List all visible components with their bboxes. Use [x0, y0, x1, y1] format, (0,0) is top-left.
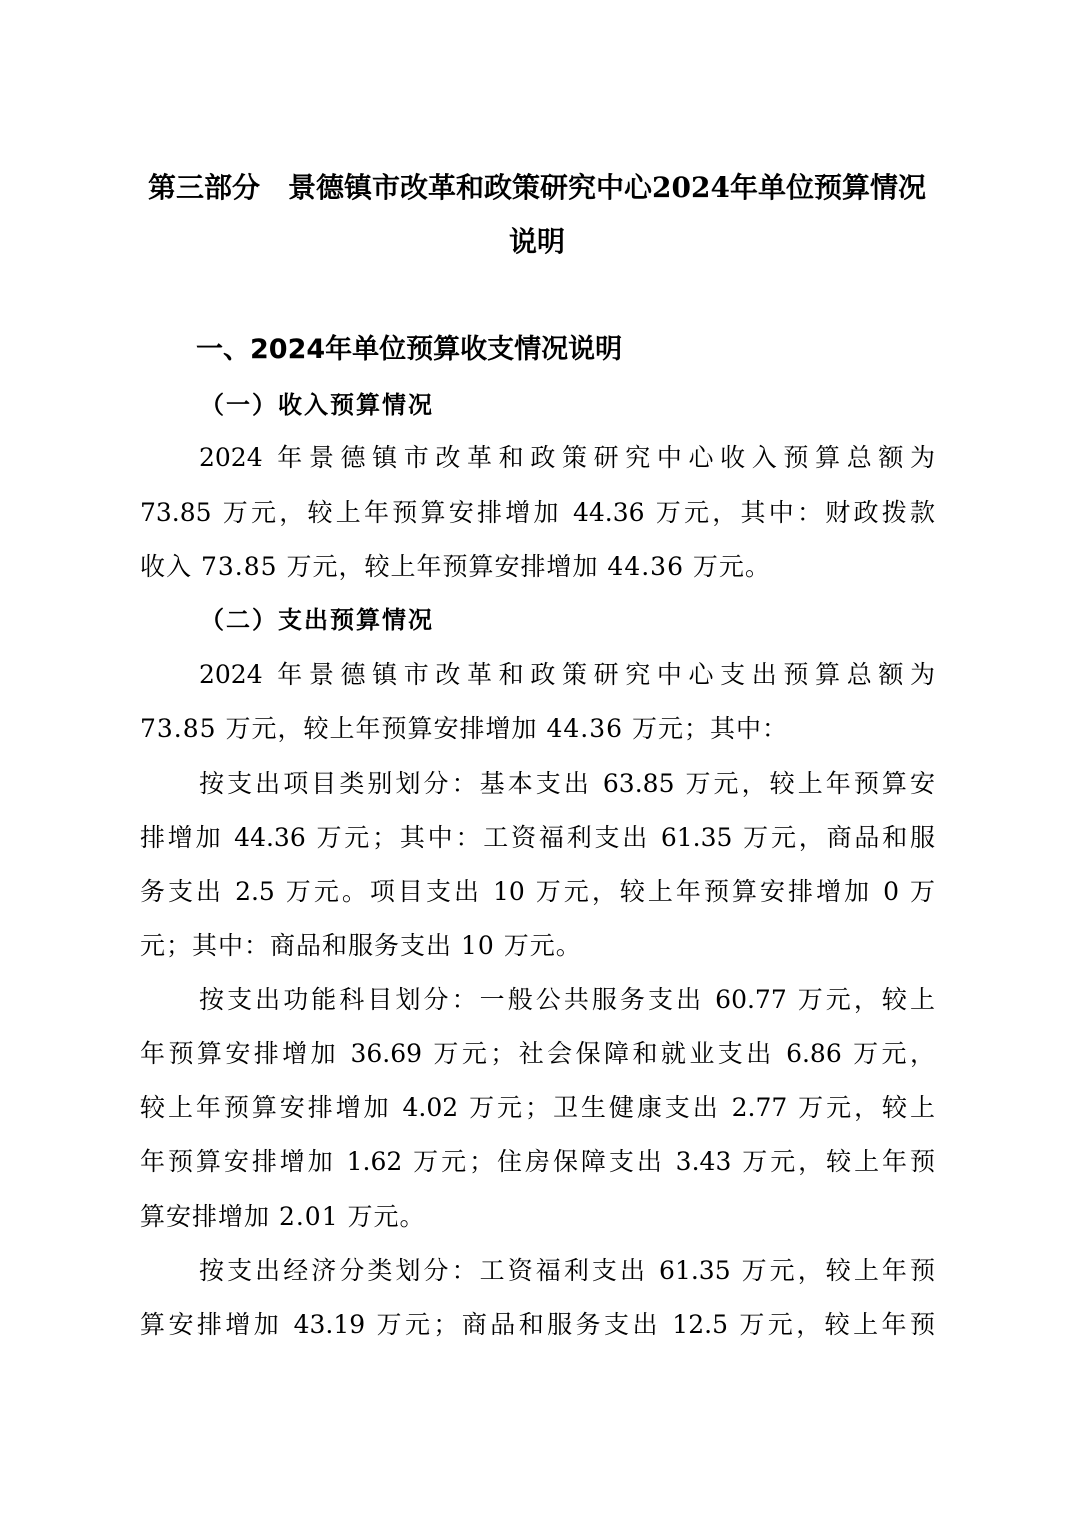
by-function-paragraph-line-5: 算安排增加 2.01 万元。 [140, 1202, 426, 1231]
expense-paragraph-line-1: 2024 年景德镇市改革和政策研究中心支出预算总额为 [199, 660, 935, 689]
by-function-paragraph-line-1: 按支出功能科目划分：一般公共服务支出 60.77 万元，较上 [199, 985, 935, 1014]
section-heading-budget-overview: 一、2024年单位预算收支情况说明 [196, 334, 623, 365]
income-paragraph-line-1: 2024 年景德镇市改革和政策研究中心收入预算总额为 [199, 443, 935, 472]
by-item-paragraph-line-3: 务支出 2.5 万元。项目支出 10 万元，较上年预算安排增加 0 万 [140, 877, 935, 906]
subheading-income-budget: （一）收入预算情况 [200, 390, 434, 419]
by-function-paragraph-line-4: 年预算安排增加 1.62 万元；住房保障支出 3.43 万元，较上年预 [140, 1147, 935, 1176]
by-economic-paragraph-line-2: 算安排增加 43.19 万元；商品和服务支出 12.5 万元，较上年预 [140, 1310, 935, 1339]
by-economic-paragraph-line-1: 按支出经济分类划分：工资福利支出 61.35 万元，较上年预 [199, 1256, 935, 1285]
subheading-expense-budget: （二）支出预算情况 [200, 605, 434, 634]
by-item-paragraph-line-1: 按支出项目类别划分：基本支出 63.85 万元，较上年预算安 [199, 769, 935, 798]
by-item-paragraph-line-2: 排增加 44.36 万元；其中：工资福利支出 61.35 万元，商品和服 [140, 823, 935, 852]
by-item-paragraph-line-4: 元；其中：商品和服务支出 10 万元。 [140, 931, 582, 960]
expense-paragraph-line-2: 73.85 万元，较上年预算安排增加 44.36 万元；其中： [140, 714, 788, 743]
income-paragraph-line-3: 收入 73.85 万元，较上年预算安排增加 44.36 万元。 [140, 552, 771, 581]
document-title-line-1: 第三部分 景德镇市改革和政策研究中心2024年单位预算情况 [148, 171, 926, 204]
by-function-paragraph-line-3: 较上年预算安排增加 4.02 万元；卫生健康支出 2.77 万元，较上 [140, 1093, 935, 1122]
document-title-line-2: 说明 [508, 225, 565, 258]
by-function-paragraph-line-2: 年预算安排增加 36.69 万元；社会保障和就业支出 6.86 万元， [140, 1039, 935, 1068]
income-paragraph-line-2: 73.85 万元，较上年预算安排增加 44.36 万元，其中：财政拨款 [140, 498, 935, 527]
